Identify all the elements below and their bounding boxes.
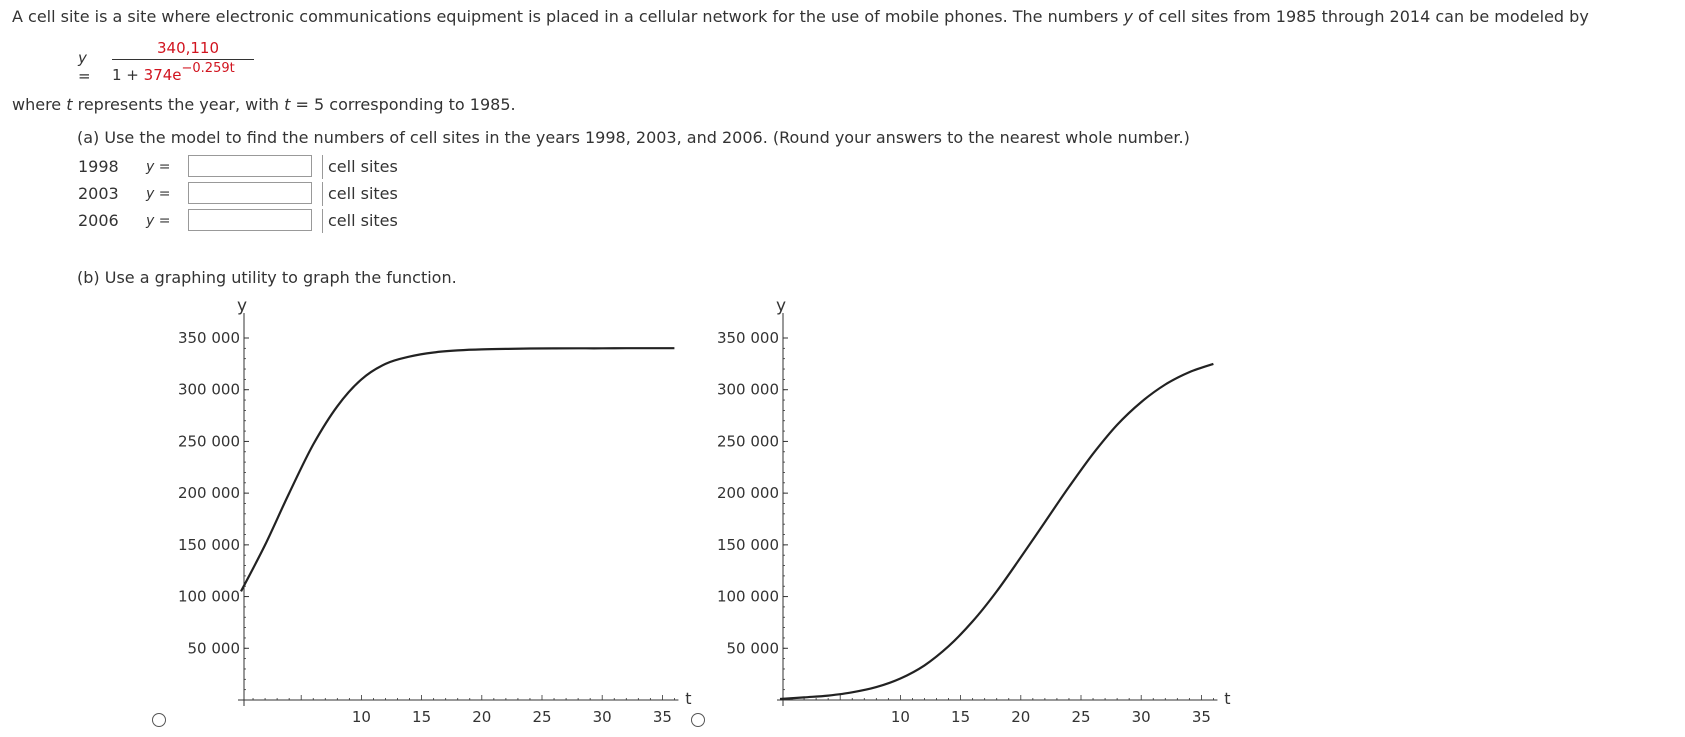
y-tick-label: 300 000 (177, 380, 240, 399)
where-var-t: t (66, 95, 73, 114)
y-tick-label: 150 000 (177, 535, 240, 554)
formula-numerator: 340,110 (156, 39, 220, 57)
y-tick-label: 350 000 (177, 329, 240, 347)
intro-text-1: A cell site is a site where electronic communications equipment is placed in a cellular network for the use of mobile phones. The numbers (12, 7, 1124, 26)
x-tick-label: 30 (592, 708, 612, 726)
graph-option-2 (699, 296, 1231, 728)
year-label: 2003 (78, 184, 119, 203)
x-tick-label: 35 (652, 708, 672, 726)
formula-fraction (112, 38, 254, 84)
x-tick-label: 10 (351, 708, 371, 726)
formula-denominator (112, 60, 254, 84)
intro-text-2: of cell sites from 1985 through 2014 can be modeled by (1132, 7, 1589, 26)
part-b-prompt: (b) Use a graphing utility to graph the function. (77, 268, 457, 287)
answer-input-2003[interactable] (188, 182, 312, 204)
y-tick-label: 350 000 (716, 329, 779, 347)
y-equals-label: y = (146, 186, 171, 202)
x-tick-label: 15 (951, 708, 971, 726)
part-a-prompt: (a) Use the model to find the numbers of cell sites in the years 1998, 2003, and 2006. (Round your answers to the nearest whole number.) (77, 128, 1190, 147)
den-prefix: 1 + (112, 66, 144, 84)
where-text-3: = 5 corresponding to 1985. (290, 95, 516, 114)
year-label: 2006 (78, 211, 119, 230)
y-tick-label: 250 000 (177, 432, 240, 451)
x-tick-label: 25 (532, 708, 552, 726)
y-tick-label: 100 000 (716, 587, 779, 606)
answer-input-2006[interactable] (188, 209, 312, 231)
intro-var-y: y (1123, 7, 1133, 26)
series-line (241, 348, 674, 591)
x-axis-label: t (685, 689, 692, 708)
y-tick-label: 50 000 (187, 639, 240, 658)
unit-label: cell sites (322, 209, 398, 233)
series-line (780, 364, 1213, 699)
formula-lhs: y = (78, 49, 91, 85)
where-text-2: represents the year, with (72, 95, 285, 114)
y-equals-label: y = (146, 159, 171, 175)
y-axis-label: y (775, 296, 787, 316)
y-tick-label: 300 000 (716, 380, 779, 399)
y-tick-label: 50 000 (726, 639, 779, 658)
graph-option-1 (160, 296, 692, 728)
x-tick-label: 15 (412, 708, 432, 726)
x-tick-label: 25 (1071, 708, 1091, 726)
where-var-t2: t (284, 95, 291, 114)
where-text-1: where (12, 95, 67, 114)
year-label: 1998 (78, 157, 119, 176)
x-tick-label: 20 (472, 708, 492, 726)
y-tick-label: 100 000 (177, 587, 240, 606)
x-tick-label: 10 (890, 708, 910, 726)
answer-input-1998[interactable] (188, 155, 312, 177)
where-text (12, 95, 516, 114)
unit-label: cell sites (322, 182, 398, 206)
y-tick-label: 200 000 (716, 484, 779, 503)
y-tick-label: 150 000 (716, 535, 779, 554)
den-coefficient: 374e (143, 66, 182, 84)
x-tick-label: 35 (1191, 708, 1211, 726)
y-tick-label: 200 000 (177, 484, 240, 503)
den-exponent: −0.259t (181, 61, 235, 76)
x-axis-label: t (1224, 689, 1231, 708)
x-tick-label: 20 (1011, 708, 1031, 726)
x-tick-label: 30 (1131, 708, 1151, 726)
y-equals-label: y = (146, 213, 171, 229)
y-axis-label: y (236, 296, 248, 316)
y-tick-label: 250 000 (716, 432, 779, 451)
problem-intro (12, 6, 1589, 28)
unit-label: cell sites (322, 155, 398, 179)
